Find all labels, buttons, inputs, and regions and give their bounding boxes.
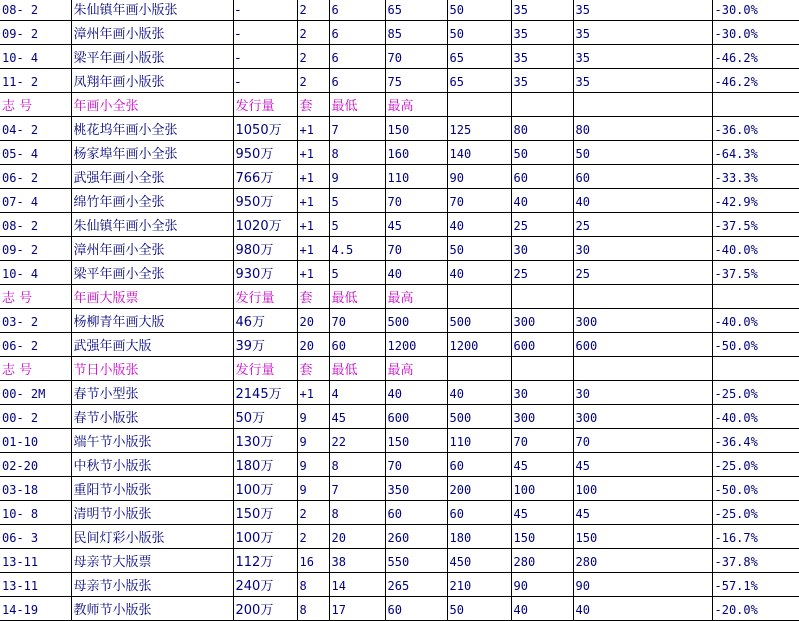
- cell-code: 13-11: [0, 573, 71, 597]
- cell-price-c: 600: [573, 333, 712, 357]
- cell-set: 2: [297, 525, 329, 549]
- header-cell-code: 志 号: [0, 93, 71, 117]
- cell-price-a: 40: [447, 381, 511, 405]
- cell-change: -36.0%: [712, 117, 799, 141]
- cell-high: 70: [385, 237, 447, 261]
- cell-name: 杨柳青年画大版: [71, 309, 233, 333]
- cell-price-b: 45: [511, 453, 573, 477]
- cell-set: 2: [297, 45, 329, 69]
- cell-change: -42.9%: [712, 189, 799, 213]
- cell-price-b: 35: [511, 21, 573, 45]
- cell-low: 5: [329, 261, 385, 285]
- cell-price-b: 30: [511, 237, 573, 261]
- cell-price-c: 300: [573, 405, 712, 429]
- cell-low: 14: [329, 573, 385, 597]
- cell-set: +1: [297, 141, 329, 165]
- table-row: [0, 261, 799, 285]
- cell-low: 8: [329, 501, 385, 525]
- cell-name: 杨家埠年画小全张: [71, 141, 233, 165]
- cell-name: 母亲节大版票: [71, 549, 233, 573]
- table-row: [0, 21, 799, 45]
- cell-high: 500: [385, 309, 447, 333]
- header-cell-high: 最高: [385, 357, 447, 381]
- cell-low: 6: [329, 45, 385, 69]
- cell-price-c: 30: [573, 237, 712, 261]
- cell-price-a: 450: [447, 549, 511, 573]
- cell-issue: -: [233, 21, 297, 45]
- cell-name: 朱仙镇年画小全张: [71, 213, 233, 237]
- cell-price-c: 40: [573, 189, 712, 213]
- cell-price-a: 40: [447, 213, 511, 237]
- cell-name: 凤翔年画小版张: [71, 69, 233, 93]
- header-cell-issue: 发行量: [233, 93, 297, 117]
- cell-price-b: 80: [511, 117, 573, 141]
- header-cell-set: 套: [297, 285, 329, 309]
- cell-issue: 950万: [233, 189, 297, 213]
- header-cell-high: 最高: [385, 93, 447, 117]
- cell-high: 70: [385, 453, 447, 477]
- cell-price-c: 60: [573, 165, 712, 189]
- cell-price-b: 25: [511, 261, 573, 285]
- cell-price-b: 35: [511, 45, 573, 69]
- cell-issue: 46万: [233, 309, 297, 333]
- cell-low: 8: [329, 453, 385, 477]
- header-cell-change: [712, 285, 799, 309]
- cell-price-a: 500: [447, 405, 511, 429]
- cell-high: 150: [385, 117, 447, 141]
- cell-high: 70: [385, 45, 447, 69]
- cell-issue: 100万: [233, 525, 297, 549]
- cell-price-c: 25: [573, 261, 712, 285]
- header-cell-high: 最高: [385, 285, 447, 309]
- cell-low: 4.5: [329, 237, 385, 261]
- cell-price-a: 40: [447, 261, 511, 285]
- cell-change: -30.0%: [712, 21, 799, 45]
- cell-issue: 1050万: [233, 117, 297, 141]
- cell-low: 6: [329, 21, 385, 45]
- cell-set: 9: [297, 429, 329, 453]
- table-row: [0, 237, 799, 261]
- table-row: [0, 525, 799, 549]
- cell-change: -36.4%: [712, 429, 799, 453]
- header-cell-low: 最低: [329, 357, 385, 381]
- cell-code: 05- 4: [0, 141, 71, 165]
- cell-issue: 980万: [233, 237, 297, 261]
- header-cell-name: 年画小全张: [71, 93, 233, 117]
- cell-code: 00- 2M: [0, 381, 71, 405]
- cell-name: 民间灯彩小版张: [71, 525, 233, 549]
- cell-code: 08- 2: [0, 0, 71, 21]
- cell-low: 17: [329, 597, 385, 621]
- cell-price-b: 45: [511, 501, 573, 525]
- cell-code: 03- 2: [0, 309, 71, 333]
- cell-issue: -: [233, 69, 297, 93]
- header-cell-price-c: [573, 93, 712, 117]
- cell-change: -50.0%: [712, 477, 799, 501]
- cell-code: 07- 4: [0, 189, 71, 213]
- cell-issue: 240万: [233, 573, 297, 597]
- cell-price-a: 210: [447, 573, 511, 597]
- cell-price-c: 45: [573, 453, 712, 477]
- cell-set: 20: [297, 333, 329, 357]
- header-cell-name: 年画大版票: [71, 285, 233, 309]
- table-row: [0, 45, 799, 69]
- table-row: [0, 405, 799, 429]
- cell-price-c: 150: [573, 525, 712, 549]
- cell-set: 8: [297, 597, 329, 621]
- cell-change: -30.0%: [712, 0, 799, 21]
- cell-price-a: 65: [447, 45, 511, 69]
- cell-price-b: 150: [511, 525, 573, 549]
- cell-code: 09- 2: [0, 21, 71, 45]
- table-row: [0, 381, 799, 405]
- table-row: [0, 477, 799, 501]
- header-cell-issue: 发行量: [233, 285, 297, 309]
- header-cell-low: 最低: [329, 93, 385, 117]
- cell-high: 150: [385, 429, 447, 453]
- cell-set: 16: [297, 549, 329, 573]
- cell-price-b: 300: [511, 405, 573, 429]
- cell-code: 03-18: [0, 477, 71, 501]
- table-row: [0, 213, 799, 237]
- cell-issue: 130万: [233, 429, 297, 453]
- cell-low: 6: [329, 0, 385, 21]
- cell-low: 6: [329, 69, 385, 93]
- cell-change: -25.0%: [712, 453, 799, 477]
- cell-code: 02-20: [0, 453, 71, 477]
- cell-price-a: 50: [447, 597, 511, 621]
- cell-price-b: 35: [511, 0, 573, 21]
- cell-high: 60: [385, 501, 447, 525]
- cell-name: 教师节小版张: [71, 597, 233, 621]
- cell-issue: 180万: [233, 453, 297, 477]
- table-row: [0, 0, 799, 21]
- cell-price-c: 25: [573, 213, 712, 237]
- cell-issue: 1020万: [233, 213, 297, 237]
- cell-price-a: 50: [447, 237, 511, 261]
- header-cell-code: 志 号: [0, 285, 71, 309]
- cell-high: 75: [385, 69, 447, 93]
- header-cell-set: 套: [297, 357, 329, 381]
- cell-price-c: 35: [573, 21, 712, 45]
- table-row: [0, 501, 799, 525]
- cell-high: 70: [385, 189, 447, 213]
- cell-price-c: 45: [573, 501, 712, 525]
- table-row: [0, 141, 799, 165]
- cell-low: 5: [329, 189, 385, 213]
- section-header-row: [0, 285, 799, 309]
- cell-name: 中秋节小版张: [71, 453, 233, 477]
- table-row: [0, 189, 799, 213]
- cell-set: +1: [297, 381, 329, 405]
- cell-price-b: 25: [511, 213, 573, 237]
- cell-set: 2: [297, 0, 329, 21]
- cell-price-a: 110: [447, 429, 511, 453]
- cell-name: 春节小版张: [71, 405, 233, 429]
- cell-change: -37.5%: [712, 261, 799, 285]
- cell-high: 265: [385, 573, 447, 597]
- cell-low: 70: [329, 309, 385, 333]
- cell-issue: 100万: [233, 477, 297, 501]
- cell-change: -37.5%: [712, 213, 799, 237]
- cell-price-c: 90: [573, 573, 712, 597]
- cell-code: 04- 2: [0, 117, 71, 141]
- cell-price-a: 90: [447, 165, 511, 189]
- cell-set: +1: [297, 189, 329, 213]
- cell-code: 06- 3: [0, 525, 71, 549]
- cell-issue: -: [233, 45, 297, 69]
- cell-set: 9: [297, 405, 329, 429]
- cell-change: -40.0%: [712, 405, 799, 429]
- cell-code: 00- 2: [0, 405, 71, 429]
- cell-high: 40: [385, 381, 447, 405]
- cell-price-c: 35: [573, 0, 712, 21]
- table-row: [0, 597, 799, 621]
- cell-price-b: 300: [511, 309, 573, 333]
- cell-change: -46.2%: [712, 69, 799, 93]
- cell-name: 桃花坞年画小全张: [71, 117, 233, 141]
- cell-price-c: 300: [573, 309, 712, 333]
- cell-high: 45: [385, 213, 447, 237]
- cell-price-b: 100: [511, 477, 573, 501]
- cell-price-a: 200: [447, 477, 511, 501]
- header-cell-change: [712, 93, 799, 117]
- cell-high: 85: [385, 21, 447, 45]
- cell-low: 5: [329, 213, 385, 237]
- cell-low: 20: [329, 525, 385, 549]
- cell-price-b: 70: [511, 429, 573, 453]
- cell-high: 110: [385, 165, 447, 189]
- cell-name: 清明节小版张: [71, 501, 233, 525]
- cell-issue: 930万: [233, 261, 297, 285]
- cell-price-a: 140: [447, 141, 511, 165]
- cell-price-c: 35: [573, 69, 712, 93]
- cell-issue: 2145万: [233, 381, 297, 405]
- header-cell-name: 节日小版张: [71, 357, 233, 381]
- cell-name: 绵竹年画小全张: [71, 189, 233, 213]
- cell-price-a: 1200: [447, 333, 511, 357]
- cell-price-a: 60: [447, 453, 511, 477]
- cell-code: 06- 2: [0, 333, 71, 357]
- header-cell-set: 套: [297, 93, 329, 117]
- cell-issue: 200万: [233, 597, 297, 621]
- table-row: [0, 309, 799, 333]
- cell-change: -50.0%: [712, 333, 799, 357]
- cell-high: 60: [385, 597, 447, 621]
- header-cell-change: [712, 357, 799, 381]
- cell-high: 1200: [385, 333, 447, 357]
- table-row: [0, 429, 799, 453]
- cell-low: 60: [329, 333, 385, 357]
- cell-price-b: 40: [511, 597, 573, 621]
- cell-set: 20: [297, 309, 329, 333]
- section-header-row: [0, 93, 799, 117]
- cell-issue: 950万: [233, 141, 297, 165]
- header-cell-price-b: [511, 357, 573, 381]
- header-cell-price-b: [511, 93, 573, 117]
- cell-name: 春节小型张: [71, 381, 233, 405]
- table-row: [0, 333, 799, 357]
- cell-change: -25.0%: [712, 381, 799, 405]
- table-row: [0, 117, 799, 141]
- cell-price-b: 30: [511, 381, 573, 405]
- header-cell-price-a: [447, 357, 511, 381]
- cell-price-a: 50: [447, 21, 511, 45]
- cell-price-b: 50: [511, 141, 573, 165]
- cell-code: 11- 2: [0, 69, 71, 93]
- cell-price-c: 50: [573, 141, 712, 165]
- cell-low: 8: [329, 141, 385, 165]
- cell-set: 9: [297, 453, 329, 477]
- cell-price-a: 50: [447, 0, 511, 21]
- header-cell-price-a: [447, 285, 511, 309]
- cell-name: 端午节小版张: [71, 429, 233, 453]
- cell-low: 45: [329, 405, 385, 429]
- cell-price-a: 125: [447, 117, 511, 141]
- cell-code: 14-19: [0, 597, 71, 621]
- section-header-row: [0, 357, 799, 381]
- cell-set: 2: [297, 69, 329, 93]
- cell-low: 9: [329, 165, 385, 189]
- table-row: [0, 453, 799, 477]
- cell-code: 08- 2: [0, 213, 71, 237]
- cell-high: 65: [385, 0, 447, 21]
- cell-set: 2: [297, 501, 329, 525]
- header-cell-price-c: [573, 285, 712, 309]
- cell-low: 4: [329, 381, 385, 405]
- cell-set: +1: [297, 117, 329, 141]
- cell-change: -33.3%: [712, 165, 799, 189]
- cell-change: -64.3%: [712, 141, 799, 165]
- header-cell-price-c: [573, 357, 712, 381]
- cell-price-b: 60: [511, 165, 573, 189]
- cell-code: 13-11: [0, 549, 71, 573]
- cell-low: 7: [329, 117, 385, 141]
- cell-name: 武强年画小全张: [71, 165, 233, 189]
- table-row: [0, 165, 799, 189]
- cell-code: 10- 4: [0, 45, 71, 69]
- cell-high: 40: [385, 261, 447, 285]
- table-row: [0, 69, 799, 93]
- cell-high: 600: [385, 405, 447, 429]
- cell-price-b: 35: [511, 69, 573, 93]
- cell-set: 2: [297, 21, 329, 45]
- cell-change: -16.7%: [712, 525, 799, 549]
- cell-price-c: 35: [573, 45, 712, 69]
- cell-price-a: 60: [447, 501, 511, 525]
- cell-price-b: 280: [511, 549, 573, 573]
- cell-price-c: 40: [573, 597, 712, 621]
- cell-code: 10- 8: [0, 501, 71, 525]
- cell-price-a: 65: [447, 69, 511, 93]
- cell-price-a: 500: [447, 309, 511, 333]
- header-cell-issue: 发行量: [233, 357, 297, 381]
- cell-price-c: 30: [573, 381, 712, 405]
- table-row: [0, 549, 799, 573]
- cell-low: 7: [329, 477, 385, 501]
- header-cell-price-b: [511, 285, 573, 309]
- cell-name: 重阳节小版张: [71, 477, 233, 501]
- cell-high: 550: [385, 549, 447, 573]
- cell-name: 漳州年画小版张: [71, 21, 233, 45]
- header-cell-low: 最低: [329, 285, 385, 309]
- cell-change: -46.2%: [712, 45, 799, 69]
- cell-price-b: 40: [511, 189, 573, 213]
- cell-price-a: 70: [447, 189, 511, 213]
- cell-price-c: 100: [573, 477, 712, 501]
- cell-set: 9: [297, 477, 329, 501]
- cell-change: -20.0%: [712, 597, 799, 621]
- cell-code: 09- 2: [0, 237, 71, 261]
- cell-name: 梁平年画小版张: [71, 45, 233, 69]
- cell-name: 武强年画大版: [71, 333, 233, 357]
- cell-change: -25.0%: [712, 501, 799, 525]
- cell-high: 160: [385, 141, 447, 165]
- header-cell-price-a: [447, 93, 511, 117]
- cell-issue: 39万: [233, 333, 297, 357]
- cell-code: 10- 4: [0, 261, 71, 285]
- cell-low: 22: [329, 429, 385, 453]
- cell-name: 母亲节小版张: [71, 573, 233, 597]
- cell-issue: 150万: [233, 501, 297, 525]
- cell-code: 01-10: [0, 429, 71, 453]
- cell-name: 梁平年画小全张: [71, 261, 233, 285]
- cell-set: +1: [297, 261, 329, 285]
- cell-set: +1: [297, 213, 329, 237]
- cell-low: 38: [329, 549, 385, 573]
- cell-issue: 50万: [233, 405, 297, 429]
- cell-code: 06- 2: [0, 165, 71, 189]
- cell-issue: 766万: [233, 165, 297, 189]
- cell-change: -57.1%: [712, 573, 799, 597]
- cell-high: 350: [385, 477, 447, 501]
- cell-issue: 112万: [233, 549, 297, 573]
- cell-change: -40.0%: [712, 309, 799, 333]
- cell-price-c: 80: [573, 117, 712, 141]
- cell-price-c: 280: [573, 549, 712, 573]
- cell-price-b: 600: [511, 333, 573, 357]
- cell-price-b: 90: [511, 573, 573, 597]
- cell-issue: -: [233, 0, 297, 21]
- cell-high: 260: [385, 525, 447, 549]
- header-cell-code: 志 号: [0, 357, 71, 381]
- cell-price-c: 70: [573, 429, 712, 453]
- cell-set: 8: [297, 573, 329, 597]
- cell-name: 漳州年画小全张: [71, 237, 233, 261]
- cell-change: -40.0%: [712, 237, 799, 261]
- table-row: [0, 573, 799, 597]
- cell-set: +1: [297, 237, 329, 261]
- cell-price-a: 180: [447, 525, 511, 549]
- cell-change: -37.8%: [712, 549, 799, 573]
- cell-name: 朱仙镇年画小版张: [71, 0, 233, 21]
- cell-set: +1: [297, 165, 329, 189]
